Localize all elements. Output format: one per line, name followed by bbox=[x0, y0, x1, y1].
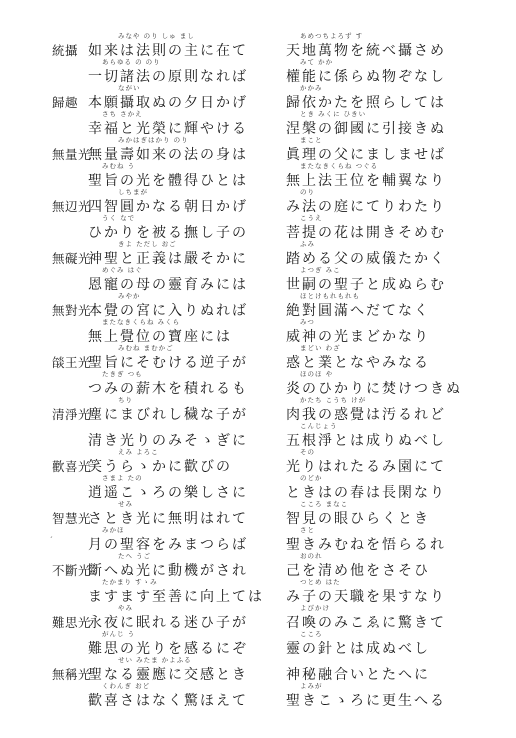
verse-line: 幸福と光榮に輝やける bbox=[88, 121, 248, 137]
verse-line: 召喚のみこゑに驚きて bbox=[286, 615, 446, 631]
stanza-13 bbox=[0, 656, 516, 716]
furigana: よつぎ みこ bbox=[300, 266, 341, 274]
stanza-heading: 不斷光 bbox=[52, 563, 92, 578]
verse-line: 本願攝取ぬの夕日かげ bbox=[88, 95, 248, 111]
furigana: ほとけもれもれも bbox=[300, 292, 360, 300]
stanza-8 bbox=[0, 396, 516, 456]
verse-line: 逍遥こゝろの樂しさに bbox=[88, 485, 248, 501]
verse-line: 難思の光りを感るにぞ bbox=[88, 641, 248, 657]
verse-line: 神秘融合いとたへに bbox=[286, 667, 430, 683]
stanza-heading: 無對光 bbox=[52, 303, 92, 318]
stanza-heading: 統攝 bbox=[52, 43, 79, 58]
furigana: くわんぎ おど bbox=[102, 682, 151, 690]
verse-line: 世嗣の聖子と成ぬらむ bbox=[286, 277, 446, 293]
stanza-6 bbox=[0, 292, 516, 352]
furigana: ながい bbox=[118, 84, 141, 92]
furigana: あめつちよろず す bbox=[300, 32, 364, 40]
verse-line: 涅槃の御國に引接きぬ bbox=[286, 121, 446, 137]
stanza-2 bbox=[0, 84, 516, 144]
stanza-heading: 清淨光 bbox=[52, 407, 92, 422]
verse-line: 權能に係らぬ物ぞなし bbox=[286, 69, 446, 85]
stanza-heading: 無礙光 bbox=[52, 251, 92, 266]
stanza-heading: 燄王光 bbox=[52, 355, 92, 370]
verse-line: 聖旨の光を體得ひとは bbox=[88, 173, 248, 189]
furigana: さと bbox=[300, 526, 315, 534]
stanza-11 bbox=[0, 552, 516, 612]
furigana: さまよ たの bbox=[102, 474, 143, 482]
verse-line: 四智圓かなる朝日かげ bbox=[88, 199, 248, 215]
stanza-12 bbox=[0, 604, 516, 664]
furigana: その bbox=[300, 448, 315, 456]
furigana: えみ よろこ bbox=[118, 448, 159, 456]
verse-line: 如来は法則の主に在て bbox=[88, 43, 248, 59]
verse-line: 笑うらゝかに歡びの bbox=[88, 459, 232, 475]
furigana: よみが bbox=[300, 682, 323, 690]
verse-line: ひかりを被る撫し子の bbox=[88, 225, 248, 241]
verse-line: 肉我の惑覺は汚るれど bbox=[286, 407, 446, 423]
verse-line: ますます至善に向上ては bbox=[88, 589, 264, 605]
verse-line: 聖きみむねを悟らるれ bbox=[286, 537, 446, 553]
furigana: とき みくに ひきい bbox=[300, 110, 367, 118]
furigana: みかほ bbox=[102, 526, 125, 534]
verse-line: 天地萬物を統べ攝さめ bbox=[286, 43, 446, 59]
verse-line: 塵にまびれし穢な子が bbox=[88, 407, 248, 423]
stanza-heading: 無量光 bbox=[52, 147, 92, 162]
furigana: みやか bbox=[118, 292, 141, 300]
verse-line: 本覺の宮に入りぬれば bbox=[88, 303, 248, 319]
verse-line: 歸依かたを照らしては bbox=[286, 95, 446, 111]
furigana: みて かか bbox=[300, 58, 334, 66]
verse-line: 無上覺位の寶座には bbox=[88, 329, 232, 345]
verse-line: 炎のひかりに焚けつきぬ bbox=[286, 381, 462, 397]
verse-line: み法の庭にてりわたり bbox=[286, 199, 446, 215]
stanza-heading: 難思光 bbox=[52, 615, 92, 630]
furigana: みむね う bbox=[102, 162, 136, 170]
verse-line: 聖きこゝろに更生へる bbox=[286, 693, 446, 709]
stanza-1 bbox=[0, 32, 516, 92]
verse-line: 眞理の父にましませば bbox=[286, 147, 446, 163]
furigana: こころ bbox=[300, 630, 323, 638]
furigana: みつ bbox=[300, 318, 315, 326]
verse-line: つみの薪木を積れるも bbox=[88, 381, 248, 397]
furigana: のり bbox=[300, 188, 315, 196]
stanza-7 bbox=[0, 344, 516, 404]
verse-line: 清き光りのみそゝぎに bbox=[88, 433, 248, 449]
stanza-heading: 歡喜光 bbox=[52, 459, 92, 474]
verse-line: み子の天職を果すなり bbox=[286, 589, 446, 605]
furigana: ちり bbox=[118, 396, 133, 404]
verse-line: 歡喜さはなく驚ほえて bbox=[88, 693, 248, 709]
furigana: せみ bbox=[118, 500, 133, 508]
verse-line: 光りはれたるみ園にて bbox=[286, 459, 446, 475]
furigana: しちまが bbox=[118, 188, 148, 196]
verse-line: 踏める父の威儀たかく bbox=[286, 251, 446, 267]
furigana: まどい わざ bbox=[300, 344, 341, 352]
furigana: こんじょう bbox=[300, 422, 338, 430]
stanza-5 bbox=[0, 240, 516, 300]
verse-line: 月の聖容をみまつらば bbox=[88, 537, 248, 553]
verse-line: 永夜に眠れる迷ひ子が bbox=[88, 615, 248, 631]
furigana: たきぎ つも bbox=[102, 370, 143, 378]
verse-line: 智見の眼ひらくとき bbox=[286, 511, 430, 527]
furigana: あらゆる の のり bbox=[102, 58, 161, 66]
furigana: まこと bbox=[300, 136, 323, 144]
verse-line: 一切諸法の原則なれば bbox=[88, 69, 248, 85]
verse-line: 己を清め他をさそひ bbox=[286, 563, 430, 579]
furigana: たへ うご bbox=[118, 552, 152, 560]
stanza-3 bbox=[0, 136, 516, 196]
stanza-heading: 智慧光 bbox=[52, 511, 92, 526]
furigana: おのれ bbox=[300, 552, 323, 560]
stanza-4 bbox=[0, 188, 516, 248]
stanza-heading: 無稱光 bbox=[52, 667, 92, 682]
verse-line: さとき光に無明はれて bbox=[88, 511, 248, 527]
furigana: ほのほ や bbox=[300, 370, 334, 378]
furigana: こうえ bbox=[300, 214, 323, 222]
furigana: つとめ はた bbox=[300, 578, 341, 586]
furigana: きよ ただし おご bbox=[118, 240, 177, 248]
furigana: ふみ bbox=[300, 240, 315, 248]
verse-line: 神聖と正義は嚴そかに bbox=[88, 251, 248, 267]
furigana: みなや のり しゅ まし bbox=[118, 32, 195, 40]
verse-line: 恩寵の母の靈育みには bbox=[88, 277, 248, 293]
stanza-heading: 歸趣 bbox=[52, 95, 79, 110]
furigana: がんじ う bbox=[102, 630, 136, 638]
verse-line: 威神の光まどかなり bbox=[286, 329, 430, 345]
verse-line: 斷へぬ光に動機がされ bbox=[88, 563, 248, 579]
furigana: よびかけ bbox=[300, 604, 330, 612]
verse-line: 絶對圓滿へだてなく bbox=[286, 303, 430, 319]
furigana: めぐみ はぐ bbox=[102, 266, 143, 274]
furigana: みかはぎはかり のり bbox=[118, 136, 189, 144]
verse-line: 聖旨にそむける逆子が bbox=[88, 355, 248, 371]
furigana: のどか bbox=[300, 474, 323, 482]
stray-mark: ´ bbox=[49, 536, 53, 545]
furigana: さち さかえ bbox=[102, 110, 143, 118]
verse-line: 菩提の花は開きそめむ bbox=[286, 225, 446, 241]
verse-line: 靈の針とは成ぬべし bbox=[286, 641, 430, 657]
verse-line: 聖なる靈應に交感とき bbox=[88, 667, 248, 683]
furigana: せい みたま かよふる bbox=[118, 656, 192, 664]
furigana: かかみ bbox=[300, 84, 323, 92]
furigana: みむね まむかご bbox=[118, 344, 174, 352]
verse-line: ときはの春は長閑なり bbox=[286, 485, 446, 501]
furigana: またなきくらね みくら bbox=[102, 318, 181, 326]
stanza-9 bbox=[0, 448, 516, 508]
verse-line: 惑と業となやみなる bbox=[286, 355, 430, 371]
stanza-10 bbox=[0, 500, 516, 560]
stanza-heading: 無辺光 bbox=[52, 199, 92, 214]
verse-line: 無上法王位を輔翼なり bbox=[286, 173, 446, 189]
furigana: こころ まなこ bbox=[300, 500, 349, 508]
furigana: やみ bbox=[118, 604, 133, 612]
furigana: たかまり すゝみ bbox=[102, 578, 158, 586]
verse-line: 五根淨とは成りぬべし bbox=[286, 433, 446, 449]
furigana: またなきくらね つぐる bbox=[300, 162, 379, 170]
furigana: うく なで bbox=[102, 214, 136, 222]
furigana: かたち こうち けが bbox=[300, 396, 367, 404]
verse-line: 無量壽如来の法の身は bbox=[88, 147, 248, 163]
